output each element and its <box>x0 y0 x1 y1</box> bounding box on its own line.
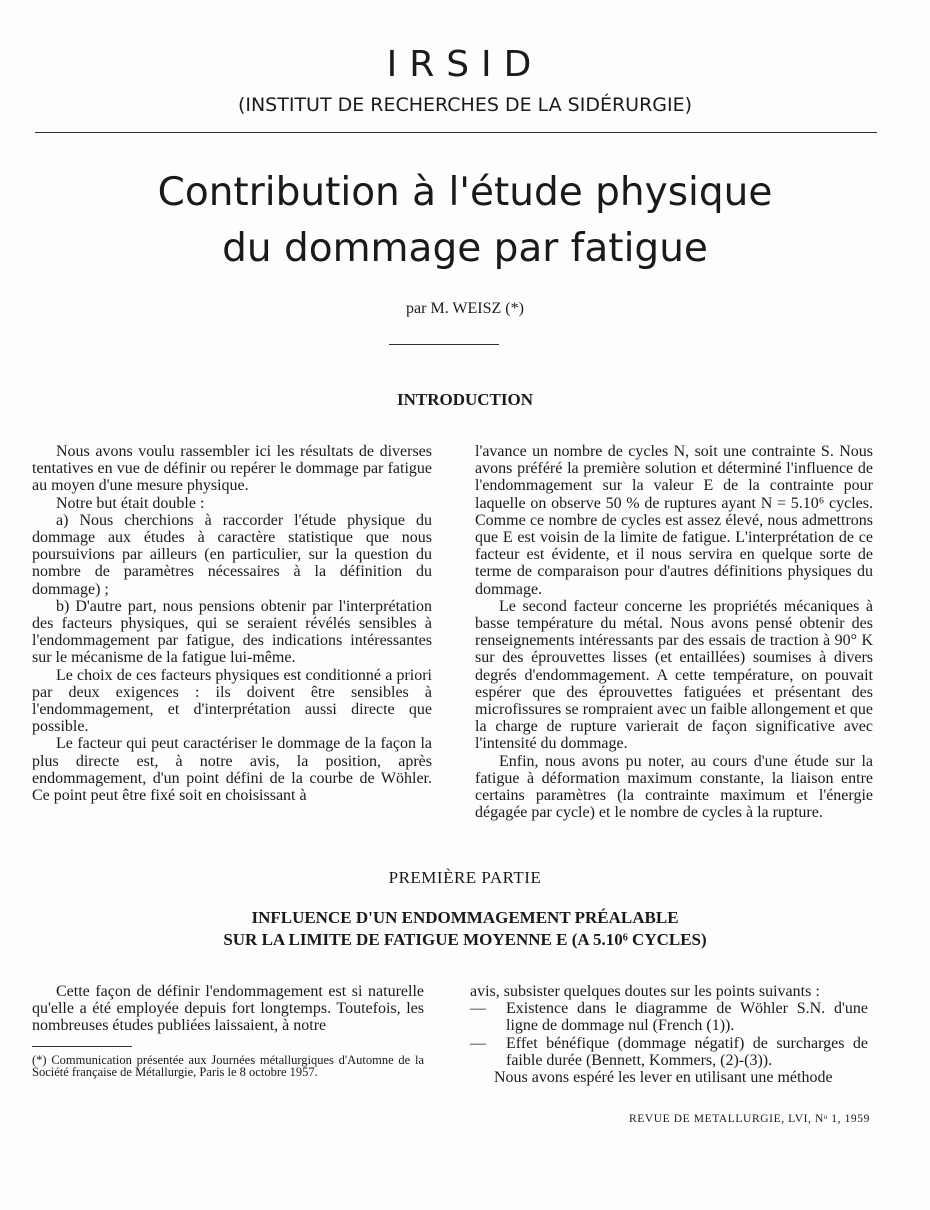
article-title-line2: du dommage par fatigue <box>222 226 708 271</box>
journal-footer: REVUE DE METALLURGIE, LVI, Nᵒ 1, 1959 <box>628 1113 870 1125</box>
dash-bullet: — <box>470 1034 486 1052</box>
paragraph: Nous avons espéré les lever en utilisant une méthode <box>494 1069 833 1087</box>
org-full-name: (INSTITUT DE RECHERCHES DE LA SIDÉRURGIE) <box>237 94 693 116</box>
intro-right-column <box>475 443 873 821</box>
paragraph: Cette façon de définir l'endommagement est si naturelle qu'elle a été employée depuis fort longtemps. Toutefois, les nombreuses études publiées laissaient, à notre <box>32 983 424 1035</box>
list-item <box>470 1000 868 1034</box>
paragraph: a) Nous cherchions à raccorder l'étude physique du dommage aux études à caractère statistique que nous poursuivions par ailleurs (en particulier, sur la question du nombre de paramètres nécessaires à la définition du dommage) ; <box>32 511 432 598</box>
paragraph: avis, subsister quelques doutes sur les points suivants : <box>470 983 820 1000</box>
org-acronym: IRSID <box>386 44 544 85</box>
part1-left-column <box>32 983 424 1035</box>
part1-right-column <box>470 983 868 1086</box>
intro-left-column <box>32 443 432 804</box>
list-item-text: Existence dans le diagramme de Wöhler S.N. d'une ligne de dommage nul (French (1)). <box>506 1000 868 1035</box>
paragraph: Notre but était double : <box>56 494 205 512</box>
title-divider <box>389 344 499 345</box>
paragraph: Le choix de ces facteurs physiques est conditionné a priori par deux exigences : ils doivent être sensibles à l'endommagement, et d'interprétation aussi directe que possible. <box>32 666 432 736</box>
footnote: (*) Communication présentée aux Journées métallurgiques d'Automne de la Société française de Métallurgie, Paris le 8 octobre 1957. <box>32 1053 424 1079</box>
author-byline: par M. WEISZ (*) <box>406 300 524 317</box>
paragraph: Enfin, nous avons pu noter, au cours d'une étude sur la fatigue à déformation maximum constante, la liaison entre certains paramètres (la contrainte maximum et l'énergie dégagée par cycle) et le nombre de cycles à la rupture. <box>475 752 873 822</box>
paragraph: b) D'autre part, nous pensions obtenir par l'interprétation des facteurs physiques, qui se seraient révélés sensibles à l'endommagement par fatigue, des indications intéressantes sur le mécanisme de la fatigue lui-même. <box>32 597 432 667</box>
part-label: PREMIÈRE PARTIE <box>388 868 542 887</box>
part-title-line1: INFLUENCE D'UN ENDOMMAGEMENT PRÉALABLE <box>251 908 679 927</box>
dash-bullet: — <box>470 1000 486 1018</box>
paragraph: Le second facteur concerne les propriétés mécaniques à basse température du métal. Nous avons pensé obtenir des renseignements intéressants par des essais de traction à 90° K sur des éprouvettes lisses (et entaillées) soumises à divers degrés d'endommagement. A cette température, on pouvait espérer que des éprouvettes fatiguées et présentant des microfissures se rompraient avec un faible allongement et que la charge de rupture varierait de façon significative avec l'intensité du dommage. <box>475 597 873 753</box>
paragraph: Nous avons voulu rassembler ici les résultats de diverses tentatives en vue de définir ou repérer le dommage par fatigue au moyen d'une mesure physique. <box>32 443 432 495</box>
header-divider <box>35 132 877 133</box>
part-title-line2: SUR LA LIMITE DE FATIGUE MOYENNE E (A 5.10⁶ CYCLES) <box>223 930 707 949</box>
list-item <box>470 1035 868 1069</box>
list-item-text: Effet bénéfique (dommage négatif) de surcharges de faible durée (Bennett, Kommers, (2)-(3)). <box>506 1034 868 1069</box>
paragraph: l'avance un nombre de cycles N, soit une contrainte S. Nous avons préféré la première solution et déterminé l'influence de l'endommagement sur la valeur E de la contrainte pour laquelle on observe 50 % de ruptures ayant N = 5.10⁶ cycles. Comme ce nombre de cycles est assez élevé, nous admettrons que E est voisin de la limite de fatigue. L'interprétation de ce facteur est évidente, et il nous servira en quelque sorte de terme de comparaison pour d'autres définitions physiques du dommage. <box>475 443 873 598</box>
footnote-divider <box>32 1046 132 1047</box>
paragraph: Le facteur qui peut caractériser le dommage de la façon la plus directe est, à notre avis, la position, après endommagement, d'un point défini de la courbe de Wöhler. Ce point peut être fixé soit en choisissant à <box>32 735 432 805</box>
intro-heading: INTRODUCTION <box>396 390 534 409</box>
article-title-line1: Contribution à l'étude physique <box>157 170 773 215</box>
